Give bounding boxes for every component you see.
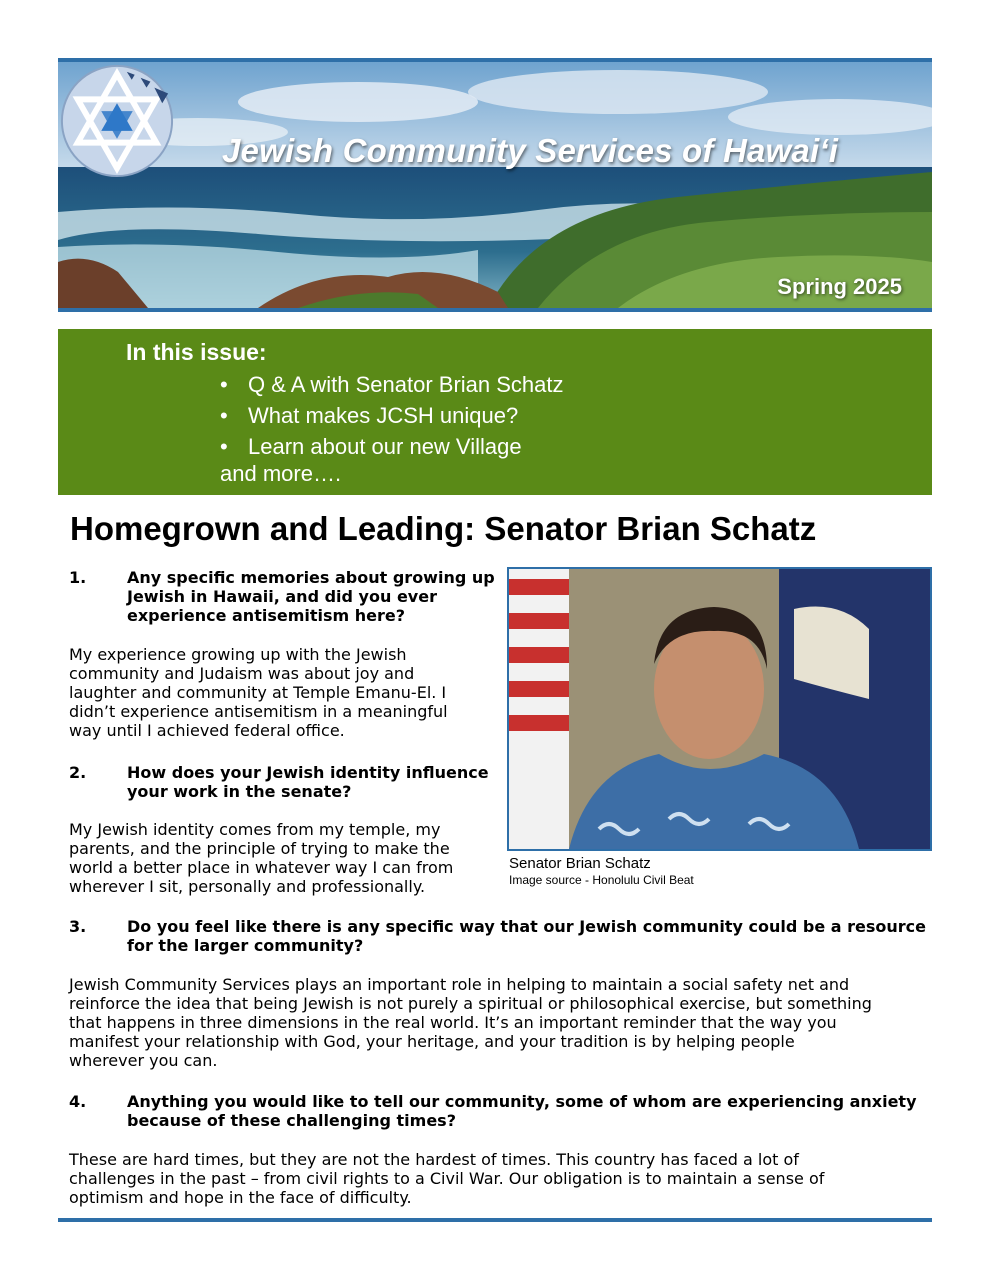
issue-list-item: • What makes JCSH unique? xyxy=(220,400,564,431)
ocean-landscape-image xyxy=(58,62,932,308)
bullet-icon: • xyxy=(220,372,228,397)
question-text: Anything you would like to tell our community, some of whom are experiencing anxiety because of these challenging times? xyxy=(127,1092,917,1130)
senator-portrait-image xyxy=(509,569,930,849)
question-number: 2. xyxy=(69,763,87,782)
answer-text: My experience growing up with the Jewish community and Judaism was about joy and laughter and community at Temple Emanu-El. I didn’t experience antisemitism in a meaningful way until I achieved federal office. xyxy=(69,645,448,740)
answer-text: My Jewish identity comes from my temple, my parents, and the principle of trying to make the world a better place in whatever way I can from wherever I sit, personally and professionally. xyxy=(69,820,454,896)
issue-season: Spring 2025 xyxy=(777,274,902,299)
question-text: Any specific memories about growing up Jewish in Hawaii, and did you ever experience antisemitism here? xyxy=(127,568,495,625)
bullet-icon: • xyxy=(220,434,228,459)
newsletter-title: Jewish Community Services of Hawaiʻi xyxy=(222,132,839,169)
issue-list-item: • Q & A with Senator Brian Schatz xyxy=(220,369,564,400)
bottom-divider xyxy=(58,1218,932,1222)
masthead-banner xyxy=(58,58,932,312)
photo-caption: Senator Brian Schatz xyxy=(509,855,651,872)
issue-list xyxy=(220,369,564,462)
in-this-issue-box xyxy=(58,329,932,495)
issue-list-item: • Learn about our new Village xyxy=(220,431,564,462)
question-number: 3. xyxy=(69,917,87,936)
answer-text: Jewish Community Services plays an important role in helping to maintain a social safety net and reinforce the idea that being Jewish is not purely a spiritual or philosophical exercise, but something that happens in three dimensions in the real world. It’s an important reminder that the way you manifest your relationship with God, your heritage, and your tradition is by helping people wherever you can. xyxy=(69,975,872,1070)
article-headline: Homegrown and Leading: Senator Brian Schatz xyxy=(70,510,817,547)
question-number: 1. xyxy=(69,568,87,587)
issue-more-text: and more…. xyxy=(220,461,342,486)
senator-photo xyxy=(507,567,932,851)
question-number: 4. xyxy=(69,1092,87,1111)
question-text: How does your Jewish identity influence your work in the senate? xyxy=(127,763,489,801)
question-text: Do you feel like there is any specific way that our Jewish community could be a resource for the larger community? xyxy=(127,917,926,955)
answer-text: These are hard times, but they are not the hardest of times. This country has faced a lot of challenges in the past – from civil rights to a Civil War. Our obligation is to maintain a sense of optimism and hope in the face of difficulty. xyxy=(69,1150,825,1207)
bullet-icon: • xyxy=(220,403,228,428)
jcsh-logo-icon xyxy=(58,62,176,180)
in-this-issue-heading: In this issue: xyxy=(126,339,267,365)
photo-source: Image source - Honolulu Civil Beat xyxy=(509,873,694,887)
